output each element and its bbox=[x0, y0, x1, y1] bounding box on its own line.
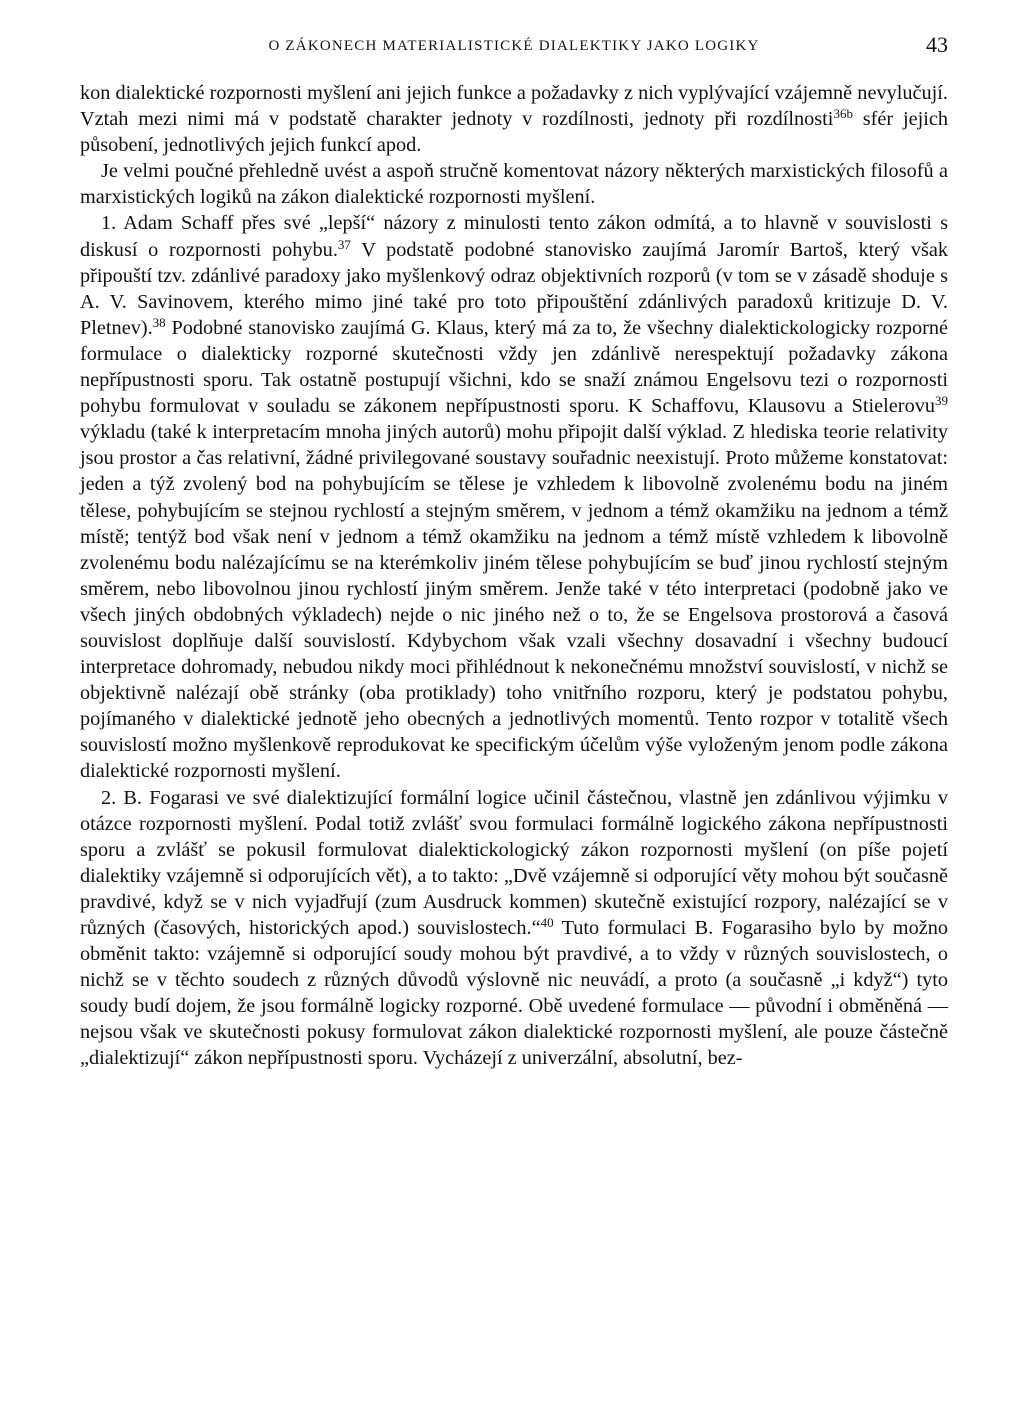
paragraph bbox=[80, 80, 948, 158]
running-title: O ZÁKONECH MATERIALISTICKÉ DIALEKTIKY JAKO LOGIKY bbox=[268, 38, 760, 54]
footnote-ref: 37 bbox=[337, 236, 351, 252]
paragraph bbox=[80, 785, 948, 1072]
text-run: kon dialektické rozpornosti myšlení ani jejich funkce a požadavky z nich vyplývající vzájemně nevylučují. Vztah mezi nimi má v podstatě charakter jednoty v rozdílnosti, jednoty při rozdílnosti bbox=[80, 82, 948, 131]
paragraph bbox=[80, 210, 948, 784]
book-page bbox=[80, 28, 948, 1072]
footnote-ref: 36b bbox=[833, 106, 853, 122]
running-header bbox=[80, 28, 948, 68]
text-run: výkladu (také k interpretacím mnoha jiných autorů) mohu připojit další výklad. Z hlediska teorie relativity jsou prostor a čas relativní, žádné privilegované soustavy souřadnic neexistují. Proto můžeme konstatovat: jeden a týž zvolený bod na pohybujícím se tělese je vzhledem k libovolně zvolenému bodu na jiném tělese, pohybujícím se stejnou rychlostí a stejným směrem, v jednom a témž okamžiku na jednom a témž místě; tentýž bod však není v jednom a témž okamžiku na jednom a témž místě vzhledem k libovolně zvolenému bodu nalézajícímu se na kterémkoliv jiném tělese pohybujícím se buď jinou rychlostí stejným směrem, nebo libovolnou jinou rychlostí jiným směrem. Jenže také v této interpretaci (podobně jako ve všech jiných obdobných výkladech) nejde o nic jiného než o to, že se Engelsova prostorová a časová souvislost doplňuje další souvislostí. Kdybychom však vzali všechny dosavadní i všechny budoucí interpretace dohromady, nebudou nikdy moci přihlédnout k nekonečnému množství souvislostí, v nichž se objektivně nalézají obě stránky (oba protiklady) toho vnitřního rozporu, který je podstatou pohybu, pojímaného v dialektické jednotě jeho obecných a jednotlivých momentů. Tento rozpor v totalitě všech souvislostí možno myšlenkově reprodukovat ke specifickým účelům výše vyloženým jenom podle zákona dialektické rozpornosti myšlení. bbox=[80, 421, 948, 783]
text-run: Je velmi poučné přehledně uvést a aspoň stručně komentovat názory některých marxistických filosofů a marxistických logiků na zákon dialektické rozpornosti myšlení. bbox=[80, 160, 948, 209]
text-run: V podstatě podobné stanovisko zaujímá Jaromír Bartoš, který však připouští tzv. zdánlivé paradoxy jako myšlenkový odraz objektivních rozporů (v tom se v zásadě shoduje s A. V. Savinovem, kterého mimo jiné také pro toto připouštění zdánlivých paradoxů kritizuje D. V. Pletnev). bbox=[80, 238, 948, 339]
text-run: 1. Adam Schaff přes své „lepší“ názory z minulosti tento zákon odmítá, a to hlavně v souvislosti s diskusí o rozpornosti pohybu. bbox=[80, 212, 948, 261]
paragraph bbox=[80, 158, 948, 210]
text-run: 2. B. Fogarasi ve své dialektizující formální logice učinil částečnou, vlastně jen zdánlivou výjimku v otázce rozpornosti myšlení. Podal totiž zvlášť svou formulaci formálně logického zákona nepřípustnosti sporu a zvlášť se pokusil formulovat dialektickologický zákon rozpornosti myšlení (on píše pojetí dialektiky vzájemně si odporujících vět), a to takto: „Dvě vzájemně si odporující věty mohou být současně pravdivé, když se v nich vyjadřují (zum Ausdruck kommen) skutečně existující rozpory, nalézající se v různých (časových, historických apod.) souvislostech.“ bbox=[80, 786, 948, 939]
footnote-ref: 38 bbox=[152, 314, 166, 330]
footnote-ref: 40 bbox=[540, 915, 554, 930]
text-run: sfér jejich působení, jednotlivých jejich funkcí apod. bbox=[80, 108, 948, 157]
footnote-ref: 39 bbox=[935, 393, 948, 409]
text-run: Tuto formulaci B. Fogarasiho bylo by možno obměnit takto: vzájemně si odporující soudy mohou být pravdivé, a to vždy v různých souvislostech, o nichž se v těchto soudech z různých důvodů výslovně nic neuvádí, a proto (a současně „i když“) tyto soudy budí dojem, že jsou formálně logicky rozporné. Obě uvedené formulace — původní i obměněná — nejsou však ve skutečnosti pokusy formulovat zákon dialektické rozpornosti myšlení, ale pouze částečně „dialektizují“ zákon nepřípustnosti sporu. Vycházejí z univerzální, absolutní, bez- bbox=[80, 917, 948, 1070]
body-text bbox=[80, 80, 948, 1072]
text-run: Podobné stanovisko zaujímá G. Klaus, který má za to, že všechny dialektickologicky rozporné formulace o dialekticky rozporné skutečnosti vždy jen zdánlivě nerespektují požadavky zákona nepřípustnosti sporu. Tak ostatně postupují všichni, kdo se snaží známou Engelsovu tezi o rozpornosti pohybu formulovat v souladu se zákonem nepřípustnosti sporu. K Schaffovu, Klausovu a Stielerovu bbox=[80, 316, 948, 418]
page-number: 43 bbox=[926, 32, 948, 57]
